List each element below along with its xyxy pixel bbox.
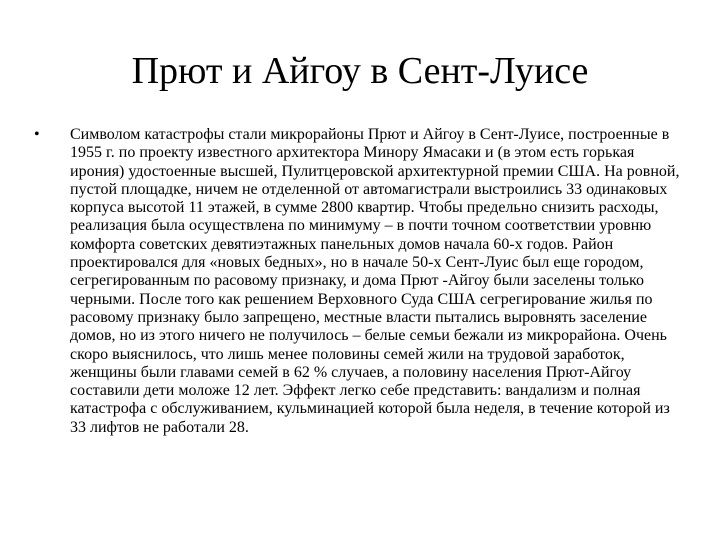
bullet-item <box>0 126 720 437</box>
bullet-text: Символом катастрофы стали микрорайоны Прют и Айгоу в Сент-Луисе, построенные в 1955 г. по проекту известного архитектора Минору Ямасаки и (в этом есть горькая ирония) удостоенные высшей, Пулитцеровской архитектурной премии США. На ровной, пустой площадке, ничем не отделенной от автомагистрали выстроились 33 одинаковых корпуса высотой 11 этажей, в сумме 2800 квартир. Чтобы предельно снизить расходы, реализация была осуществлена по минимуму – в почти точном соответствии уровню комфорта советских девятиэтажных панельных домов начала 60-х годов. Район проектировался для «новых бедных», но в начале 50-х Сент-Луис был еще городом, сегрегированным по расовому признаку, и дома Прют -Айгоу были заселены только черными. После того как решением Верховного Суда США сегрегирование жилья по расовому признаку было запрещено, местные власти пытались выровнять заселение домов, но из этого ничего не получилось – белые семьи бежали из микрорайона. Очень скоро выяснилось, что лишь менее половины семей жили на трудовой заработок, женщины были главами семей в 62 % случаев, а половину населения Прют-Айгоу составили дети моложе 12 лет. Эффект легко себе представить: вандализм и полная катастрофа с обслуживанием, кульминацией которой была неделя, в течение которой из 33 лифтов не работали 28. <box>70 126 680 436</box>
slide-title: Прют и Айгоу в Сент-Луисе <box>131 50 589 92</box>
bullet-list <box>0 126 720 437</box>
bullet-dot-icon: • <box>34 126 40 143</box>
